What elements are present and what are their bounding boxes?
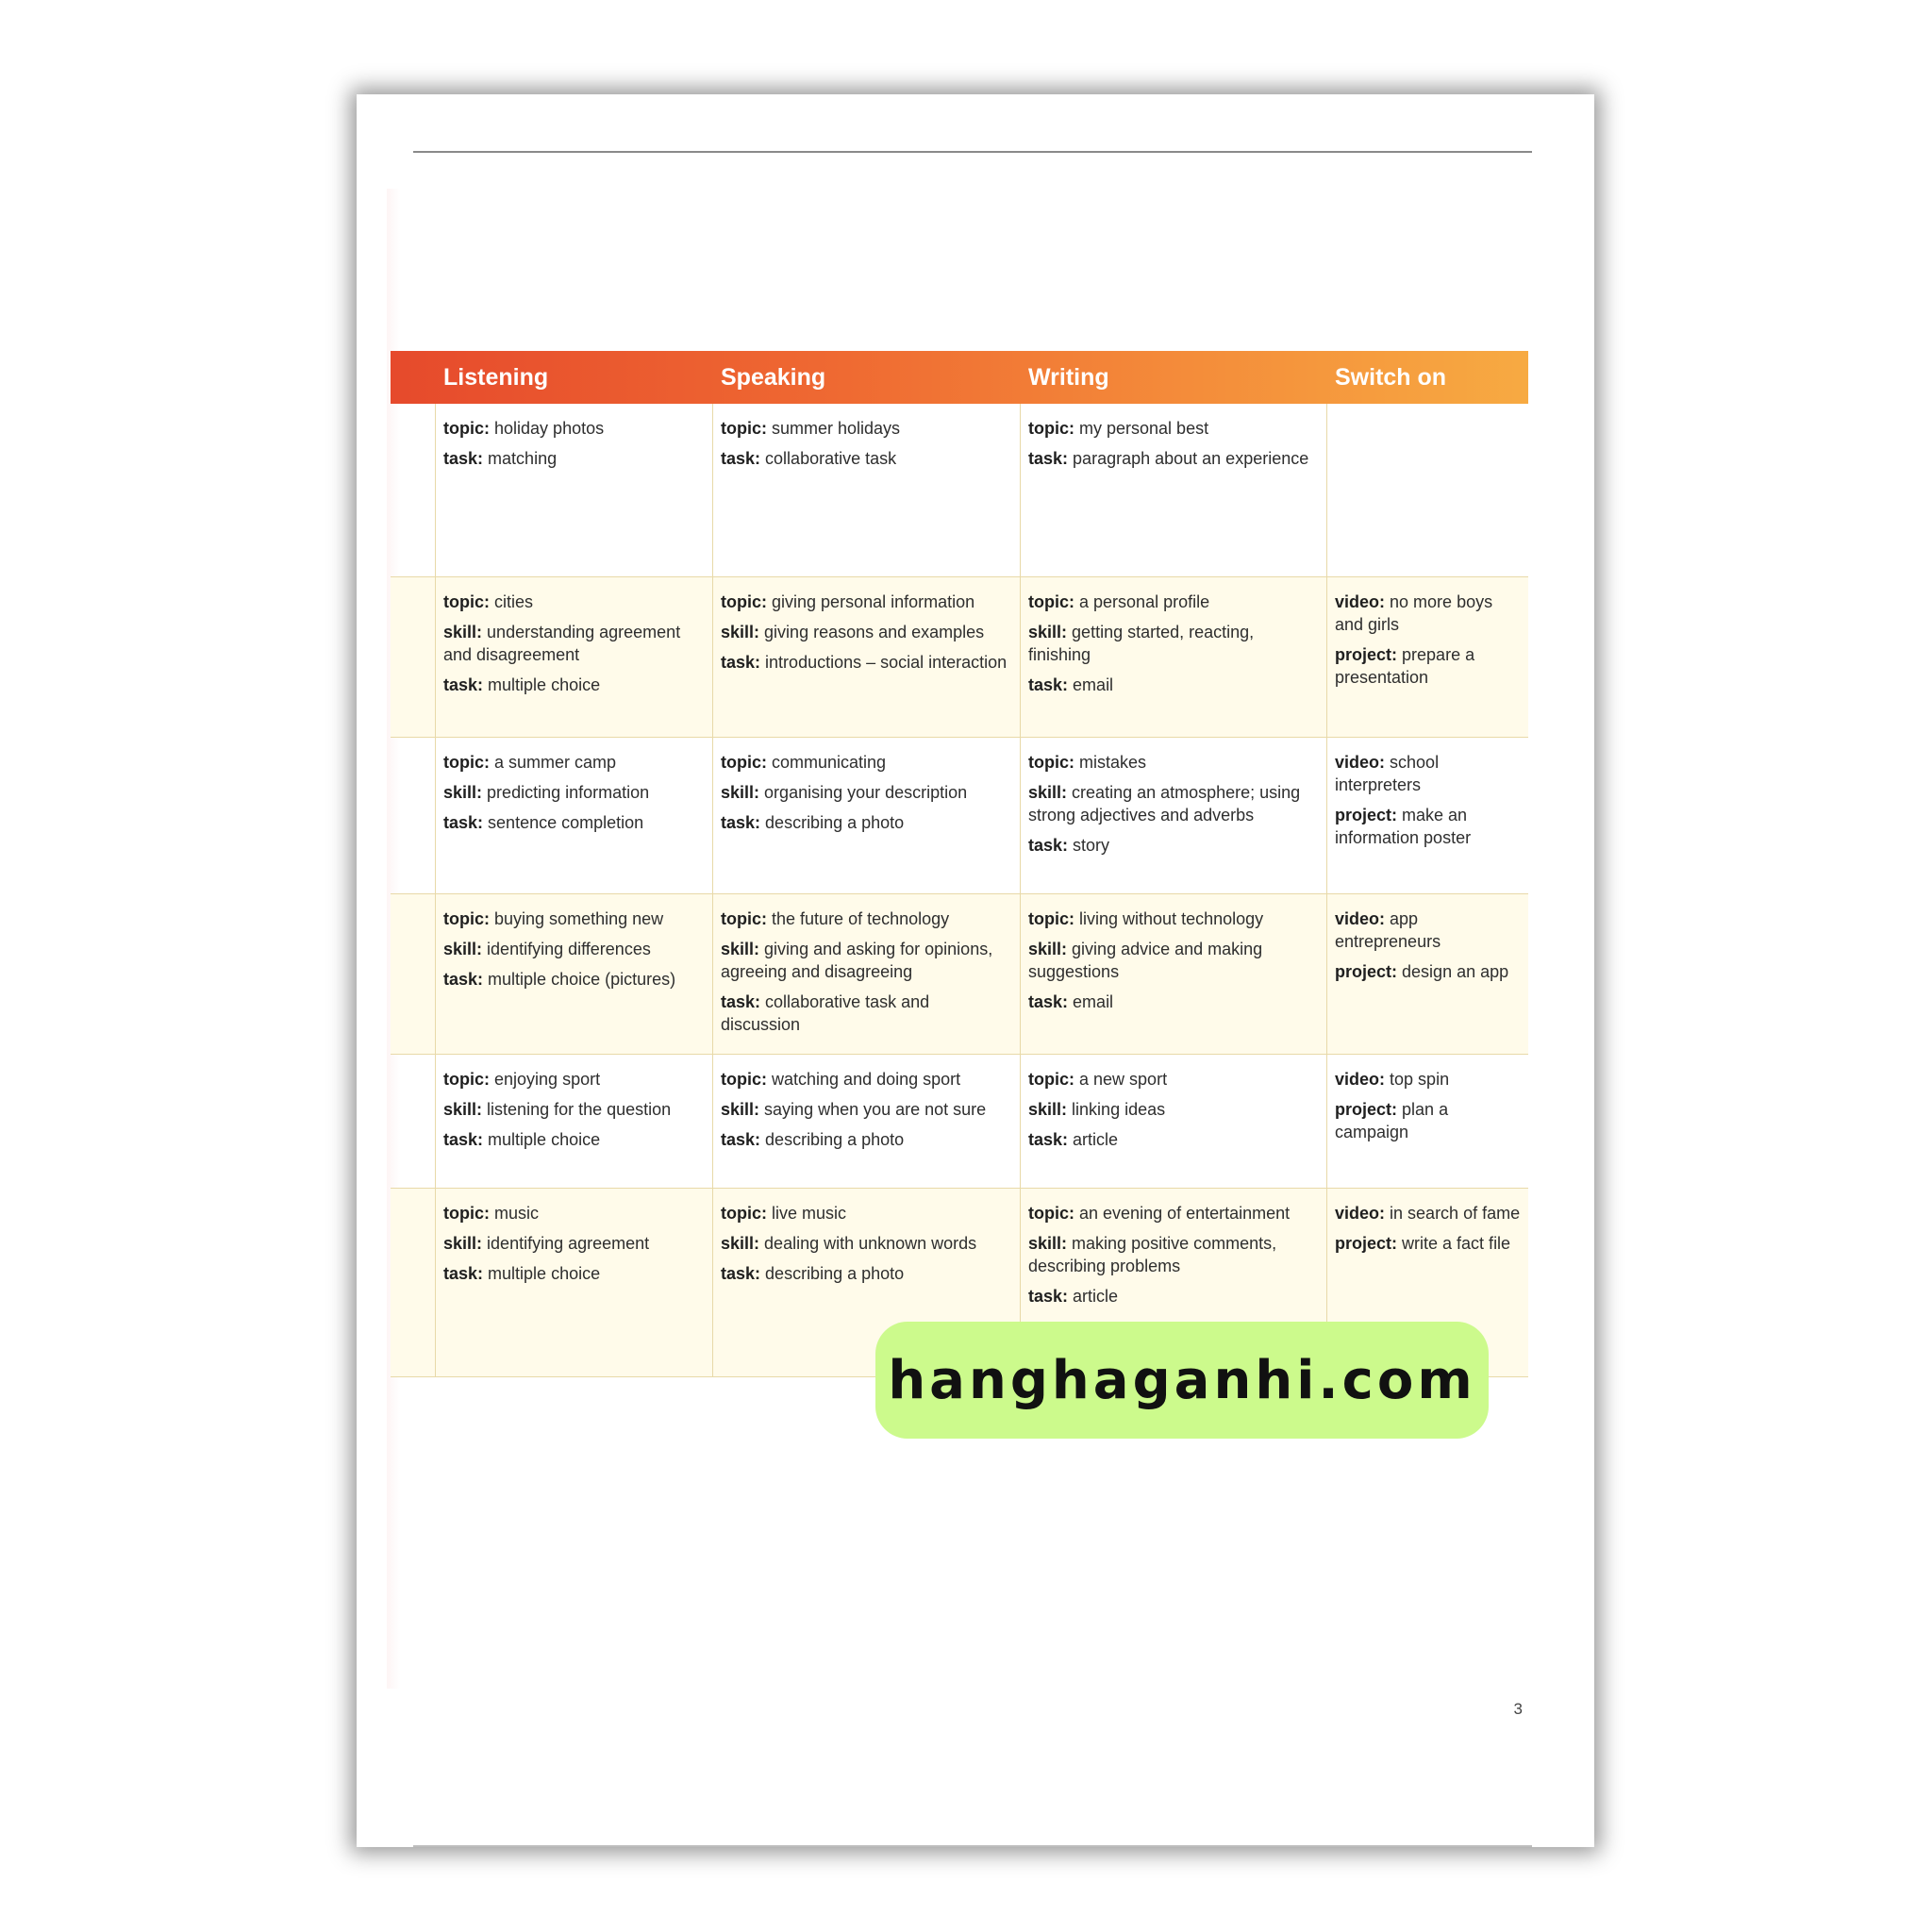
entry-label: task: (721, 992, 761, 1011)
cell-entry (1028, 591, 1319, 613)
entry-value: introductions – social interaction (765, 653, 1008, 672)
cell-entry (443, 1128, 705, 1151)
entry-value: make an information poster (1335, 806, 1472, 847)
entry-value: holiday photos (494, 419, 605, 438)
entry-label: topic: (721, 592, 767, 611)
cell-entry (721, 908, 1012, 930)
entry-value: buying something new (494, 909, 664, 928)
cell-entry (1335, 804, 1521, 849)
cell-switch-on (1327, 738, 1528, 893)
entry-value: email (1073, 992, 1114, 1011)
cell-listening (436, 1189, 713, 1376)
page-number: 3 (1513, 1700, 1523, 1718)
row-margin (391, 577, 436, 737)
cell-entry (1028, 1068, 1319, 1091)
entry-value: identifying differences (487, 940, 651, 958)
cell-entry (1335, 643, 1521, 689)
cell-listening (436, 404, 713, 576)
cell-entry (1028, 417, 1319, 440)
cell-entry (443, 781, 705, 804)
table-header (391, 351, 1528, 404)
entry-value: cities (494, 592, 534, 611)
entry-value: story (1073, 836, 1110, 855)
entry-value: understanding agreement and disagreement (443, 623, 681, 664)
entry-label: topic: (1028, 419, 1074, 438)
entry-value: saying when you are not sure (764, 1100, 987, 1119)
entry-label: task: (1028, 1130, 1069, 1149)
cell-writing (1021, 894, 1327, 1054)
entry-value: sentence completion (488, 813, 644, 832)
entry-label: skill: (1028, 783, 1068, 802)
entry-label: task: (443, 675, 484, 694)
entry-label: topic: (443, 592, 490, 611)
entry-label: task: (443, 449, 484, 468)
table-row (391, 404, 1528, 577)
entry-label: task: (443, 970, 484, 989)
entry-label: topic: (1028, 1070, 1074, 1089)
entry-label: skill: (721, 623, 760, 641)
entry-label: task: (1028, 449, 1069, 468)
entry-label: topic: (721, 1204, 767, 1223)
entry-label: task: (1028, 992, 1069, 1011)
table-row (391, 1055, 1528, 1189)
cell-entry (1028, 751, 1319, 774)
cell-speaking (713, 577, 1021, 737)
entry-label: topic: (721, 1070, 767, 1089)
cell-entry (1335, 591, 1521, 636)
contents-table (391, 351, 1528, 1377)
entry-label: topic: (721, 419, 767, 438)
entry-value: linking ideas (1072, 1100, 1166, 1119)
entry-value: article (1073, 1287, 1119, 1306)
entry-label: topic: (443, 909, 490, 928)
cell-writing (1021, 738, 1327, 893)
entry-label: topic: (1028, 1204, 1074, 1223)
entry-value: multiple choice (488, 675, 601, 694)
entry-label: topic: (443, 1204, 490, 1223)
cell-entry (721, 991, 1012, 1036)
entry-value: predicting information (487, 783, 650, 802)
cell-entry (1335, 751, 1521, 796)
entry-label: task: (1028, 836, 1069, 855)
entry-value: getting started, reacting, finishing (1028, 623, 1255, 664)
entry-label: video: (1335, 592, 1386, 611)
entry-value: plan a campaign (1335, 1100, 1449, 1141)
cell-switch-on (1327, 577, 1528, 737)
entry-value: music (494, 1204, 540, 1223)
entry-value: giving reasons and examples (764, 623, 985, 641)
header-listening: Listening (443, 363, 549, 391)
cell-entry (721, 781, 1012, 804)
entry-value: collaborative task and discussion (721, 992, 930, 1034)
entry-value: describing a photo (765, 1264, 905, 1283)
entry-label: task: (1028, 1287, 1069, 1306)
entry-value: live music (772, 1204, 847, 1223)
cell-switch-on (1327, 1055, 1528, 1188)
cell-entry (1335, 1202, 1521, 1224)
cell-entry (443, 447, 705, 470)
cell-entry (721, 1202, 1012, 1224)
cell-entry (721, 651, 1012, 674)
entry-label: video: (1335, 1204, 1386, 1223)
cell-entry (721, 938, 1012, 983)
entry-value: email (1073, 675, 1114, 694)
row-margin (391, 1055, 436, 1188)
cell-entry (443, 591, 705, 613)
cell-entry (721, 1128, 1012, 1151)
cell-entry (1335, 1068, 1521, 1091)
entry-value: the future of technology (772, 909, 950, 928)
cell-entry (1028, 991, 1319, 1013)
entry-label: skill: (721, 1100, 760, 1119)
row-margin (391, 1189, 436, 1376)
header-writing: Writing (1028, 363, 1109, 391)
entry-label: task: (443, 1130, 484, 1149)
entry-value: prepare a presentation (1335, 645, 1475, 687)
entry-label: task: (721, 1264, 761, 1283)
cell-writing (1021, 404, 1327, 576)
cell-writing (1021, 577, 1327, 737)
cell-entry (1028, 447, 1319, 470)
row-margin (391, 738, 436, 893)
cell-entry (721, 1232, 1012, 1255)
entry-label: project: (1335, 806, 1398, 824)
entry-value: collaborative task (765, 449, 897, 468)
cell-entry (721, 591, 1012, 613)
entry-value: watching and doing sport (772, 1070, 961, 1089)
cell-entry (443, 751, 705, 774)
entry-label: skill: (443, 783, 483, 802)
cell-speaking (713, 1055, 1021, 1188)
cell-entry (443, 1232, 705, 1255)
entry-label: video: (1335, 909, 1386, 928)
entry-value: write a fact file (1402, 1234, 1511, 1253)
row-margin (391, 404, 436, 576)
entry-value: describing a photo (765, 1130, 905, 1149)
entry-value: design an app (1402, 962, 1509, 981)
entry-value: organising your description (764, 783, 968, 802)
entry-label: skill: (1028, 623, 1068, 641)
entry-value: giving advice and making suggestions (1028, 940, 1263, 981)
cell-entry (1028, 1285, 1319, 1307)
cell-writing (1021, 1055, 1327, 1188)
cell-entry (1028, 781, 1319, 826)
entry-value: living without technology (1079, 909, 1264, 928)
document-page (357, 94, 1594, 1847)
watermark-badge: hanghaganhi.com (875, 1322, 1489, 1439)
cell-entry (1335, 908, 1521, 953)
entry-value: identifying agreement (487, 1234, 650, 1253)
entry-value: creating an atmosphere; using strong adjectives and adverbs (1028, 783, 1301, 824)
cell-entry (1028, 1202, 1319, 1224)
entry-value: multiple choice (488, 1130, 601, 1149)
cell-entry (443, 621, 705, 666)
entry-value: top spin (1390, 1070, 1450, 1089)
entry-label: topic: (443, 753, 490, 772)
cell-listening (436, 577, 713, 737)
entry-label: topic: (443, 1070, 490, 1089)
table-row (391, 577, 1528, 738)
entry-label: project: (1335, 645, 1398, 664)
entry-value: app entrepreneurs (1335, 909, 1441, 951)
cell-entry (443, 1068, 705, 1091)
entry-label: skill: (1028, 1100, 1068, 1119)
cell-entry (443, 1202, 705, 1224)
cell-listening (436, 894, 713, 1054)
cell-entry (721, 1068, 1012, 1091)
entry-value: making positive comments, describing problems (1028, 1234, 1277, 1275)
cell-entry (1028, 1232, 1319, 1277)
top-rule (413, 151, 1532, 153)
cell-entry (1028, 908, 1319, 930)
entry-value: school interpreters (1335, 753, 1440, 794)
entry-label: skill: (443, 940, 483, 958)
cell-entry (443, 908, 705, 930)
entry-label: project: (1335, 1234, 1398, 1253)
entry-label: skill: (721, 1234, 760, 1253)
cell-entry (721, 417, 1012, 440)
entry-label: project: (1335, 962, 1398, 981)
entry-label: skill: (721, 940, 760, 958)
entry-label: skill: (443, 1100, 483, 1119)
cell-entry (1028, 834, 1319, 857)
cell-entry (443, 417, 705, 440)
header-switch-on: Switch on (1335, 363, 1447, 391)
entry-value: multiple choice (488, 1264, 601, 1283)
entry-label: skill: (443, 623, 483, 641)
table-row (391, 738, 1528, 894)
entry-label: video: (1335, 753, 1386, 772)
cell-entry (443, 674, 705, 696)
cell-entry (443, 1262, 705, 1285)
cell-listening (436, 1055, 713, 1188)
cell-entry (721, 1262, 1012, 1285)
entry-label: topic: (1028, 753, 1074, 772)
entry-value: a personal profile (1079, 592, 1210, 611)
entry-label: topic: (443, 419, 490, 438)
entry-value: a summer camp (494, 753, 617, 772)
entry-value: paragraph about an experience (1073, 449, 1309, 468)
cell-entry (721, 751, 1012, 774)
entry-value: multiple choice (pictures) (488, 970, 676, 989)
entry-value: an evening of entertainment (1079, 1204, 1291, 1223)
entry-label: video: (1335, 1070, 1386, 1089)
cell-entry (1335, 1232, 1521, 1255)
entry-value: listening for the question (487, 1100, 672, 1119)
entry-value: describing a photo (765, 813, 905, 832)
entry-label: skill: (1028, 940, 1068, 958)
header-speaking: Speaking (721, 363, 826, 391)
cell-speaking (713, 404, 1021, 576)
entry-label: topic: (1028, 909, 1074, 928)
cell-entry (1028, 1098, 1319, 1121)
entry-value: my personal best (1079, 419, 1209, 438)
entry-value: giving personal information (772, 592, 975, 611)
cell-entry (443, 811, 705, 834)
cell-entry (443, 968, 705, 991)
entry-label: topic: (721, 909, 767, 928)
cell-entry (721, 1098, 1012, 1121)
cell-entry (1028, 938, 1319, 983)
entry-value: dealing with unknown words (764, 1234, 977, 1253)
entry-label: task: (1028, 675, 1069, 694)
entry-value: a new sport (1079, 1070, 1168, 1089)
bottom-rule (413, 1845, 1532, 1847)
entry-value: communicating (772, 753, 887, 772)
cell-listening (436, 738, 713, 893)
entry-label: task: (443, 1264, 484, 1283)
cell-entry (443, 1098, 705, 1121)
row-margin (391, 894, 436, 1054)
entry-label: topic: (721, 753, 767, 772)
entry-label: skill: (443, 1234, 483, 1253)
entry-label: task: (721, 813, 761, 832)
entry-label: skill: (721, 783, 760, 802)
cell-entry (443, 938, 705, 960)
table-row (391, 894, 1528, 1055)
entry-label: skill: (1028, 1234, 1068, 1253)
cell-entry (721, 811, 1012, 834)
entry-value: enjoying sport (494, 1070, 601, 1089)
entry-value: mistakes (1079, 753, 1147, 772)
entry-label: task: (443, 813, 484, 832)
entry-value: summer holidays (772, 419, 901, 438)
entry-value: no more boys and girls (1335, 592, 1493, 634)
cell-entry (1028, 1128, 1319, 1151)
cell-switch-on (1327, 404, 1528, 576)
entry-label: task: (721, 1130, 761, 1149)
entry-value: giving and asking for opinions, agreeing and disagreeing (721, 940, 993, 981)
cell-entry (721, 621, 1012, 643)
cell-entry (1028, 674, 1319, 696)
cell-speaking (713, 894, 1021, 1054)
entry-label: task: (721, 653, 761, 672)
entry-label: topic: (1028, 592, 1074, 611)
entry-value: article (1073, 1130, 1119, 1149)
cell-speaking (713, 738, 1021, 893)
cell-switch-on (1327, 894, 1528, 1054)
cell-entry (1335, 960, 1521, 983)
entry-value: in search of fame (1390, 1204, 1521, 1223)
entry-label: task: (721, 449, 761, 468)
cell-entry (1335, 1098, 1521, 1143)
cell-entry (1028, 621, 1319, 666)
cell-entry (721, 447, 1012, 470)
entry-label: project: (1335, 1100, 1398, 1119)
entry-value: matching (488, 449, 558, 468)
